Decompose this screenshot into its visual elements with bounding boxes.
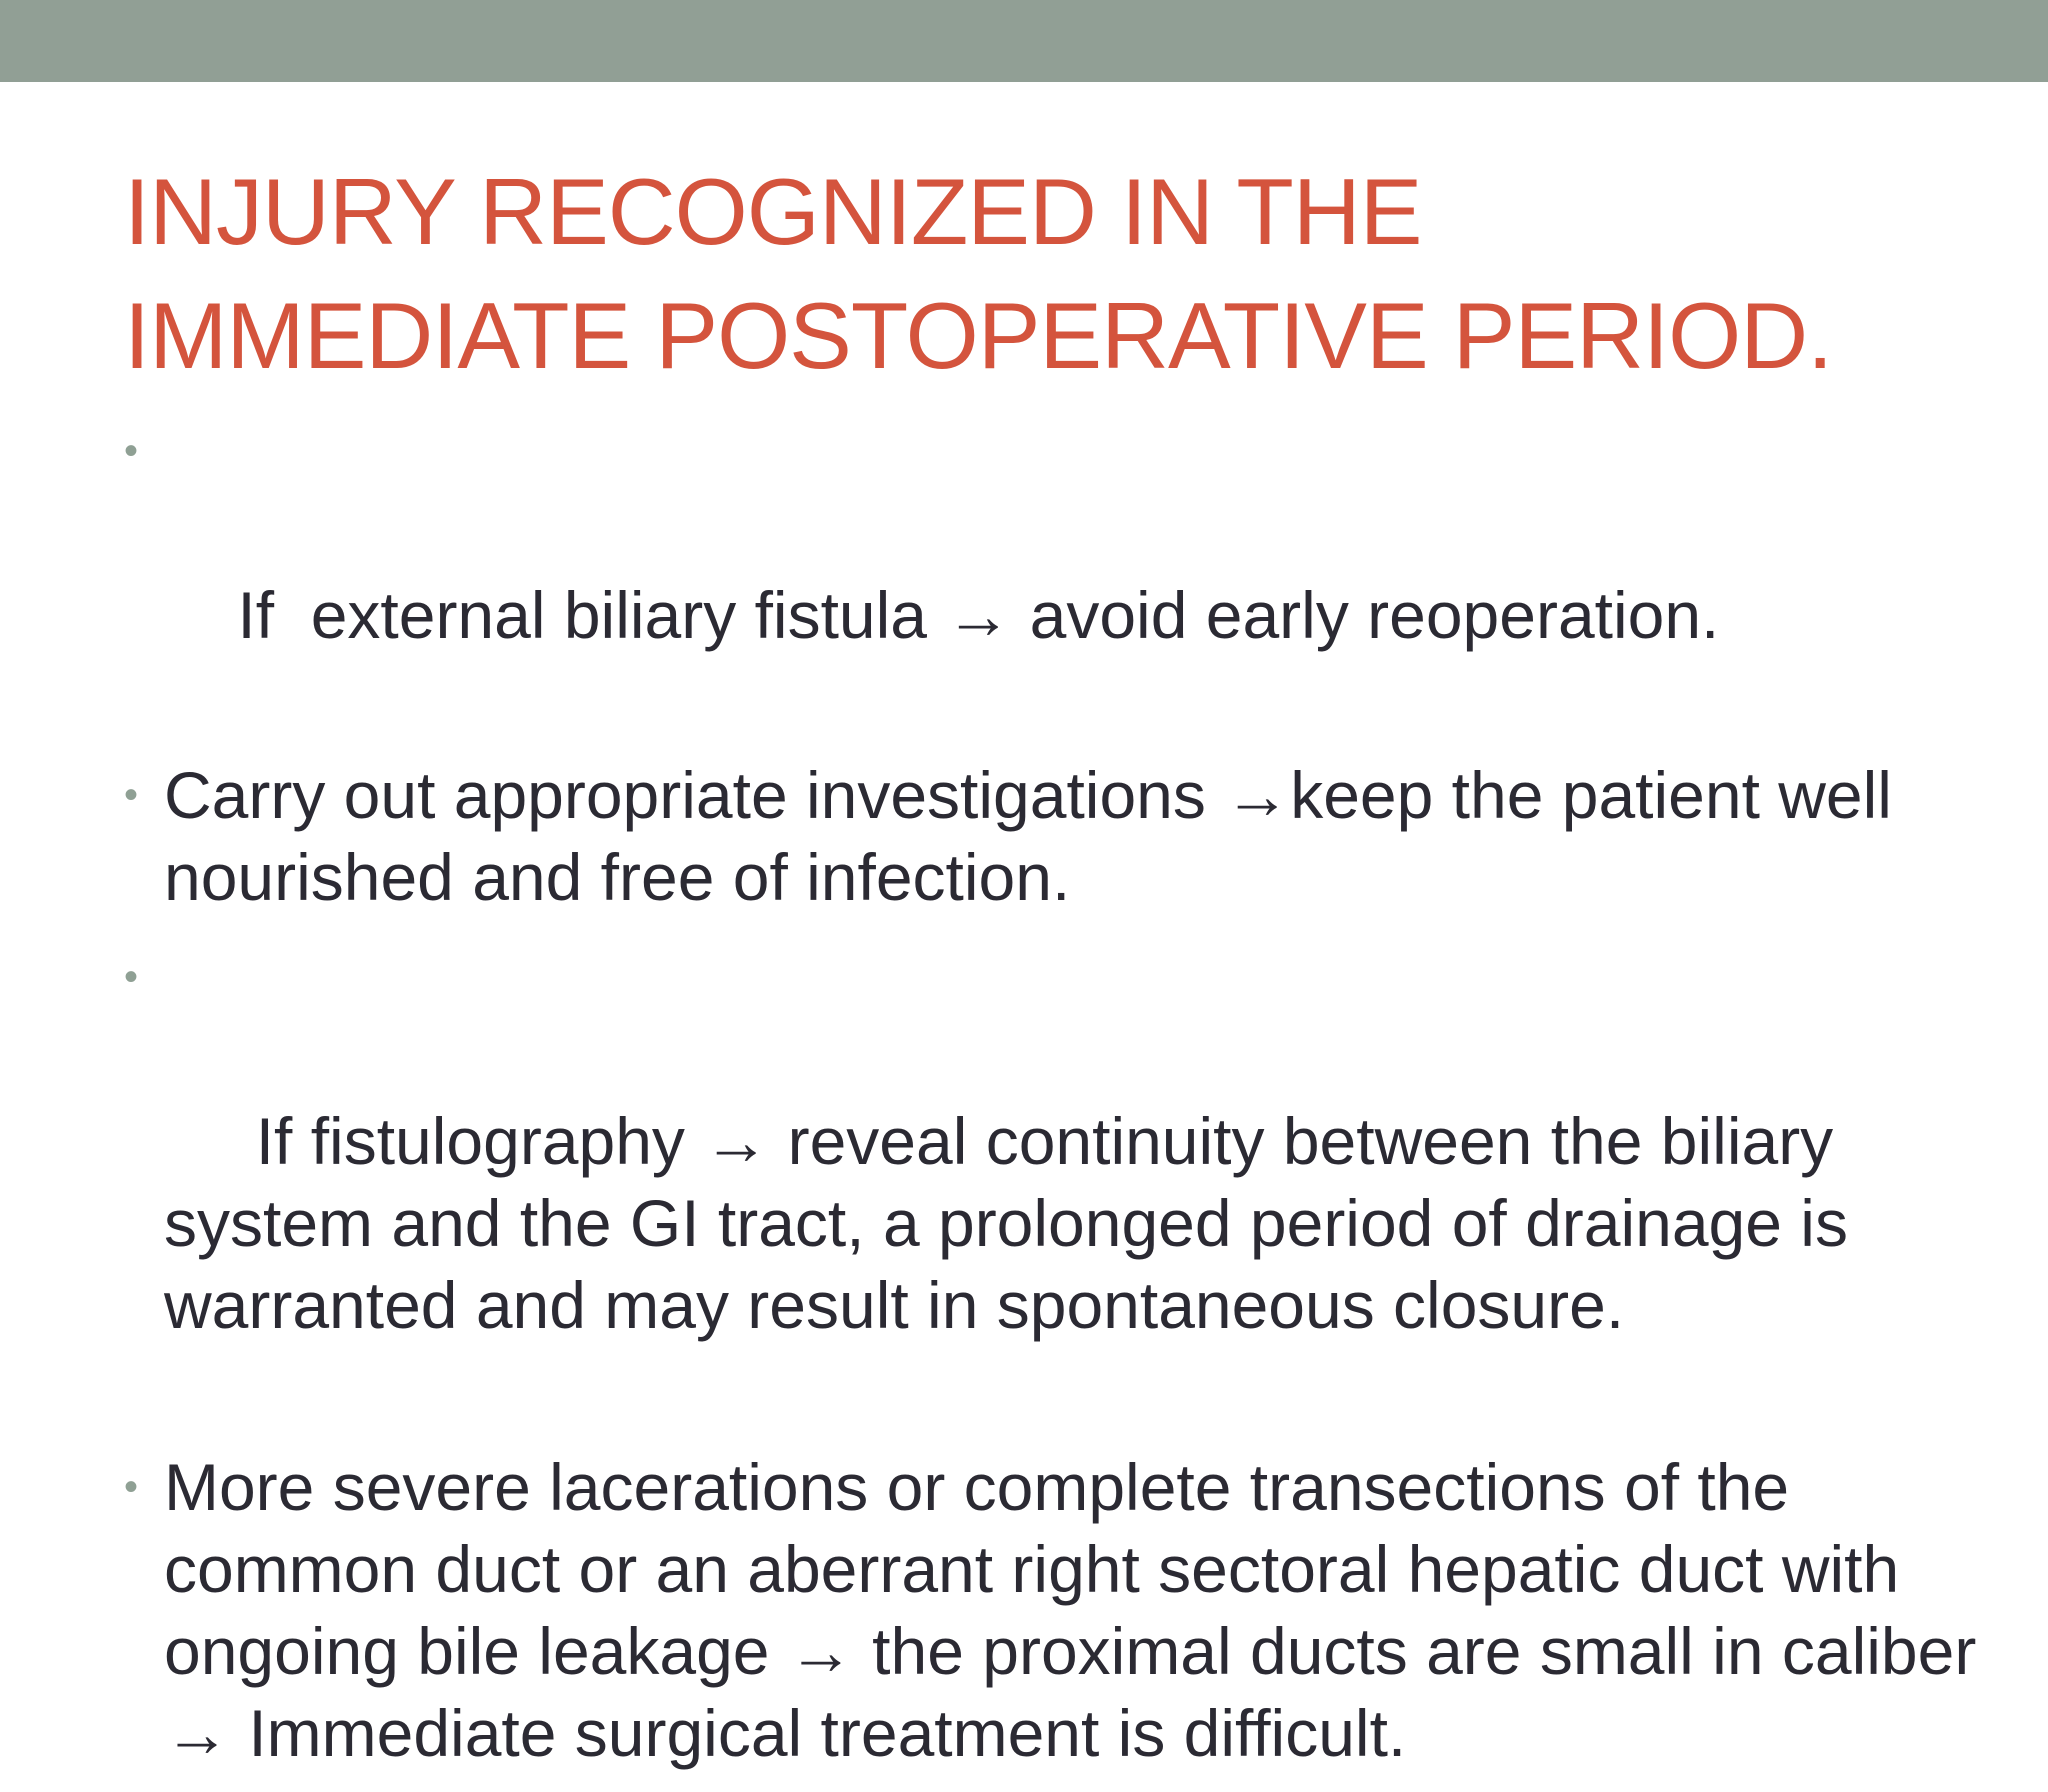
slide-title-line-2: IMMEDIATE POSTOPERATIVE PERIOD. bbox=[124, 283, 1833, 388]
bullet-dot-icon: • bbox=[124, 429, 139, 473]
bullet-text: More severe lacerations or complete transections of the common duct or an aberrant right sectoral hepatic duct with ongoing bile leakage → the proximal ducts are small in caliber → Immediate surgical treatment is difficult. bbox=[164, 1450, 1977, 1770]
bullet-text: If external biliary fistula → avoid early reoperation. bbox=[237, 578, 1720, 652]
bullet-dot-icon: • bbox=[124, 1465, 139, 1509]
top-accent-bar bbox=[0, 0, 2048, 82]
bullet-dot-icon: • bbox=[124, 955, 139, 999]
bullet-dot-icon: • bbox=[124, 773, 139, 817]
bullet-text: Carry out appropriate investigations →keep the patient well nourished and free of infection. bbox=[164, 758, 1892, 914]
bullet-item-severe-lacerations bbox=[124, 1446, 2004, 1774]
slide-title-line-1: INJURY RECOGNIZED IN THE bbox=[124, 159, 1422, 264]
bullet-list bbox=[124, 410, 2004, 1792]
slide-title bbox=[124, 150, 2004, 398]
bullet-item-external-fistula bbox=[124, 410, 2004, 738]
bullet-text: If fistulography → reveal continuity between the biliary system and the GI tract, a prolonged period of drainage is warranted and may result in spontaneous closure. bbox=[164, 1104, 1867, 1342]
bullet-item-fistulography bbox=[124, 936, 2004, 1428]
bullet-item-investigations bbox=[124, 754, 2004, 918]
